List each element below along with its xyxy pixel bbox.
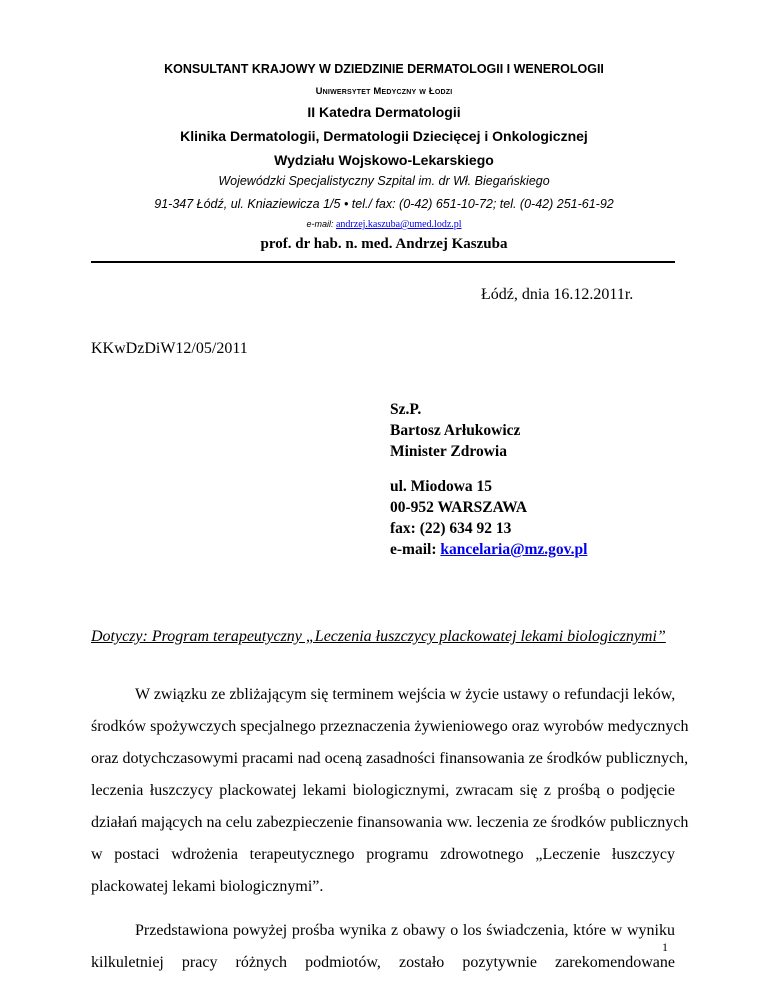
university-heading: Uniwersytet Medyczny w Łodzi xyxy=(315,86,453,97)
signatory-name: prof. dr hab. n. med. Andrzej Kaszuba xyxy=(260,236,508,252)
body-line: plackowatej lekami biologicznymi”. xyxy=(91,878,324,895)
body-line: oraz dotychczasowymi pracami nad oceną zasadności finansowania ze środków publicznych, xyxy=(91,750,689,767)
header-divider xyxy=(91,261,675,263)
date-line: Łódź, dnia 16.12.2011r. xyxy=(481,286,634,303)
recipient-email-link[interactable]: kancelaria@mz.gov.pl xyxy=(440,541,588,558)
body-line: w postaci wdrożenia terapeutycznego programu zdrowotnego „Leczenie łuszczycy xyxy=(91,846,675,863)
recipient-salutation: Sz.P. xyxy=(390,401,422,418)
page-number: 1 xyxy=(662,940,668,954)
hospital-name: Wojewódzki Specjalistyczny Szpital im. dr Wł. Biegańskiego xyxy=(218,174,550,188)
subject-line: Dotyczy: Program terapeutyczny „Leczenia łuszczycy plackowatej lekami biologicznymi” xyxy=(91,628,666,645)
recipient-email-line xyxy=(390,541,587,559)
recipient-name: Bartosz Arłukowicz xyxy=(390,422,521,439)
body-line: leczenia łuszczycy plackowatej lekami biologicznymi, zwracam się z prośbą o podjęcie xyxy=(91,782,675,799)
clinic-heading: Klinika Dermatologii, Dermatologii Dziecięcej i Onkologicznej xyxy=(180,128,588,144)
reference-number: KKwDzDiW12/05/2011 xyxy=(91,340,248,357)
department-heading: II Katedra Dermatologii xyxy=(307,104,461,120)
letterhead-email-line xyxy=(0,219,768,230)
body-line: kilkuletniej pracy różnych podmiotów, zostało pozytywnie zarekomendowane xyxy=(91,954,675,971)
address-line: 91-347 Łódź, ul. Kniaziewicza 1/5 • tel./ fax: (0-42) 651-10-72; tel. (0-42) 251-61-92 xyxy=(154,197,614,211)
body-line: działań mających na celu zabezpieczenie finansowania ww. leczenia ze środków publicznych xyxy=(91,814,689,831)
body-line: środków spożywczych specjalnego przeznaczenia żywieniowego oraz wyrobów medycznych xyxy=(91,718,689,735)
body-line: W związku ze zbliżającym się terminem wejścia w życie ustawy o refundacji leków, xyxy=(135,686,676,703)
recipient-title: Minister Zdrowia xyxy=(390,443,507,460)
faculty-heading: Wydziału Wojskowo-Lekarskiego xyxy=(274,152,494,168)
consultant-heading: KONSULTANT KRAJOWY W DZIEDZINIE DERMATOLOGII I WENEROLOGII xyxy=(164,62,604,76)
email-label: e-mail: xyxy=(306,219,334,229)
recipient-street: ul. Miodowa 15 xyxy=(390,478,493,495)
recipient-fax: fax: (22) 634 92 13 xyxy=(390,520,512,537)
recipient-email-label: e-mail: xyxy=(390,541,437,558)
recipient-city: 00-952 WARSZAWA xyxy=(390,499,528,516)
body-line: Przedstawiona powyżej prośba wynika z obawy o los świadczenia, które w wyniku xyxy=(135,922,675,939)
letterhead-email-link[interactable]: andrzej.kaszuba@umed.lodz.pl xyxy=(335,219,462,230)
